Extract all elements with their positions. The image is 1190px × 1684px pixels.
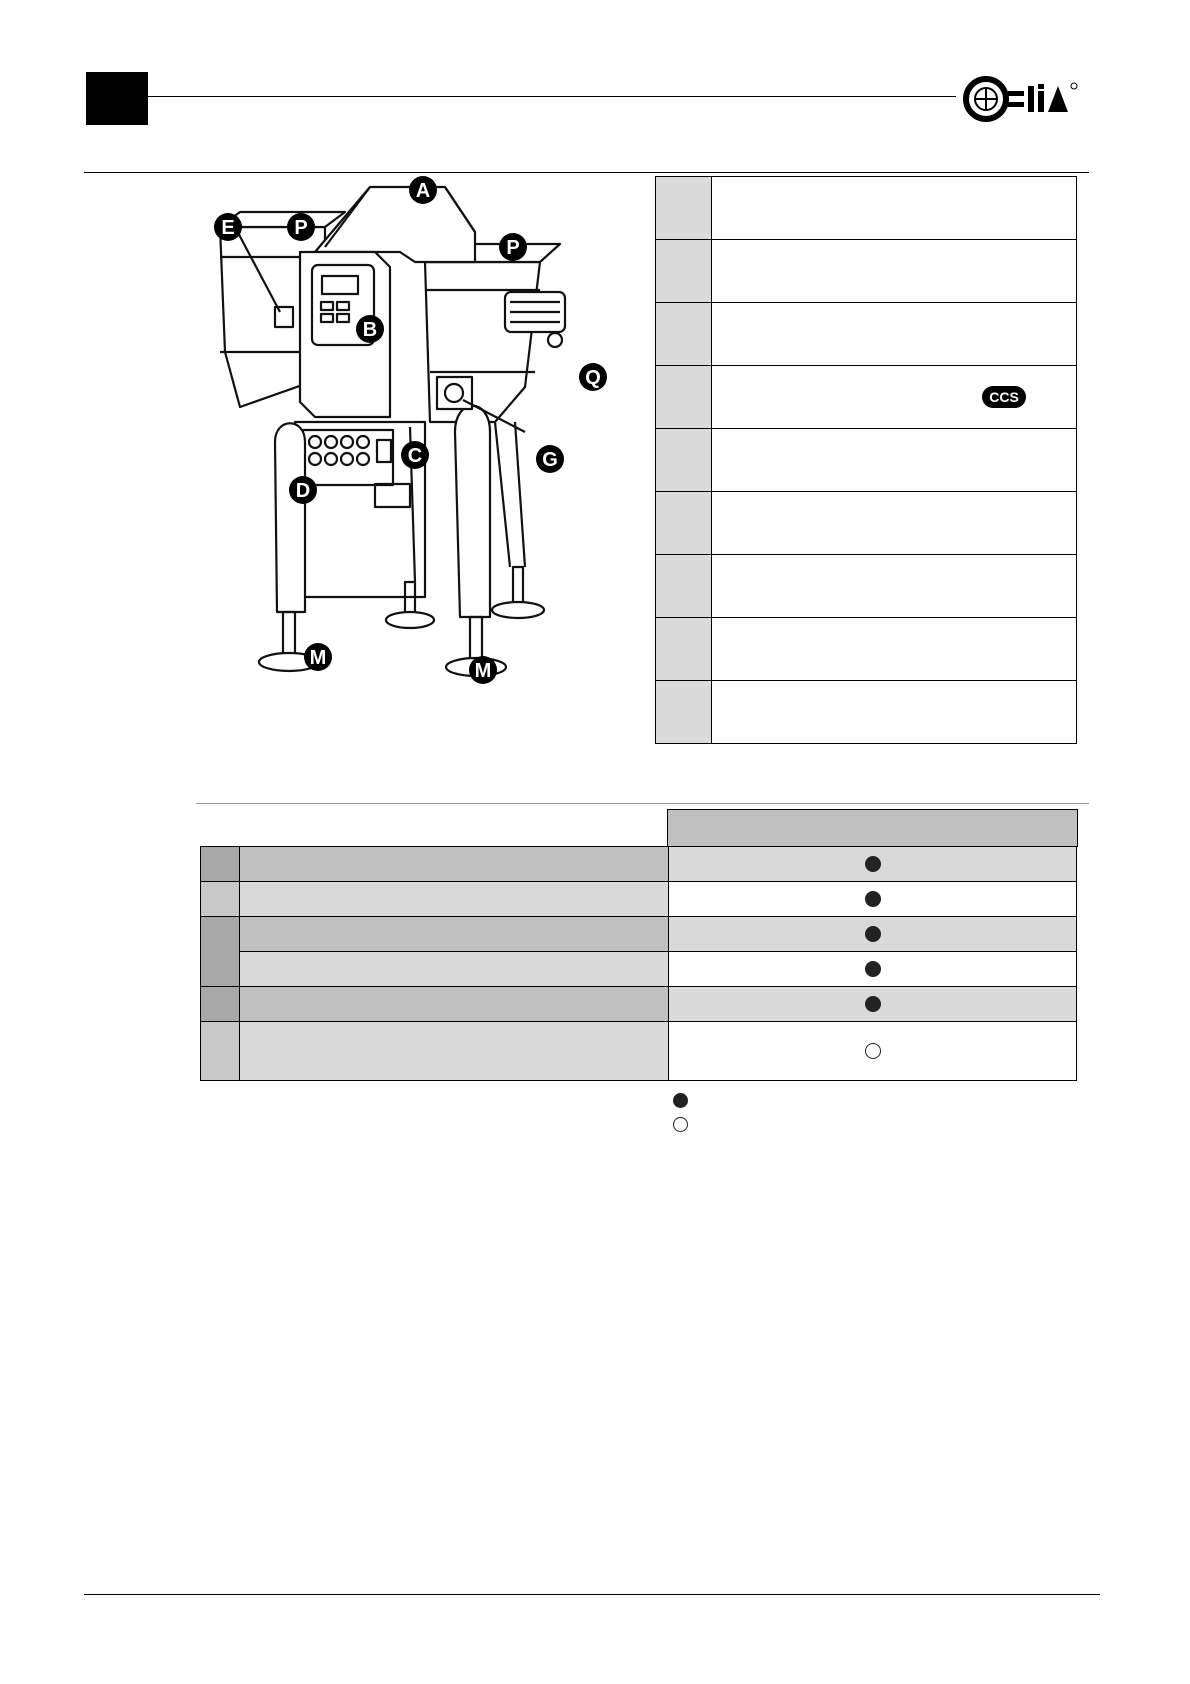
- table-row: [201, 1022, 1077, 1081]
- open-dot-icon: [673, 1117, 688, 1132]
- table-row: [201, 917, 1077, 952]
- legend-row: [656, 240, 1077, 303]
- table-row: [201, 847, 1077, 882]
- table-separator: [196, 803, 1089, 804]
- chapter-block: [86, 72, 148, 125]
- symbol-key-filled: [673, 1088, 688, 1112]
- legend-table: [655, 176, 1077, 744]
- callout-d: D: [295, 480, 311, 502]
- callout-p-right: P: [506, 237, 520, 259]
- filled-dot-icon: [865, 961, 881, 977]
- table-row: [201, 987, 1077, 1022]
- legend-row: [656, 429, 1077, 492]
- filled-dot-icon: [865, 856, 881, 872]
- ceia-logo: [962, 74, 1080, 124]
- legend-row: [656, 177, 1077, 240]
- filled-dot-icon: [673, 1093, 688, 1108]
- features-table-header: [667, 809, 1078, 847]
- features-table-body: [200, 846, 1077, 1081]
- open-dot-icon: [865, 1043, 881, 1059]
- table-row: [201, 952, 1077, 987]
- callout-e: E: [221, 217, 235, 239]
- callout-q: Q: [585, 367, 601, 389]
- legend-row: [656, 681, 1077, 744]
- legend-row: [656, 366, 1077, 429]
- filled-dot-icon: [865, 926, 881, 942]
- legend-row: [656, 618, 1077, 681]
- metal-detector-figure: [205, 172, 620, 732]
- symbol-key: [673, 1088, 688, 1136]
- callout-g: G: [542, 449, 558, 471]
- filled-dot-icon: [865, 891, 881, 907]
- filled-dot-icon: [865, 996, 881, 1012]
- symbol-key-open: [673, 1112, 688, 1136]
- footer-rule: [84, 1594, 1100, 1595]
- header-rule: [148, 96, 956, 97]
- callout-a: A: [415, 180, 431, 202]
- callout-m-right: M: [474, 660, 492, 682]
- callout-b: B: [362, 319, 378, 341]
- legend-row: [656, 492, 1077, 555]
- callout-m-left: M: [309, 647, 327, 669]
- legend-row: [656, 303, 1077, 366]
- legend-row: [656, 555, 1077, 618]
- ccs-badge: CCS: [982, 386, 1026, 408]
- callout-p-left: P: [294, 217, 308, 239]
- table-row: [201, 882, 1077, 917]
- callout-c: C: [407, 445, 423, 467]
